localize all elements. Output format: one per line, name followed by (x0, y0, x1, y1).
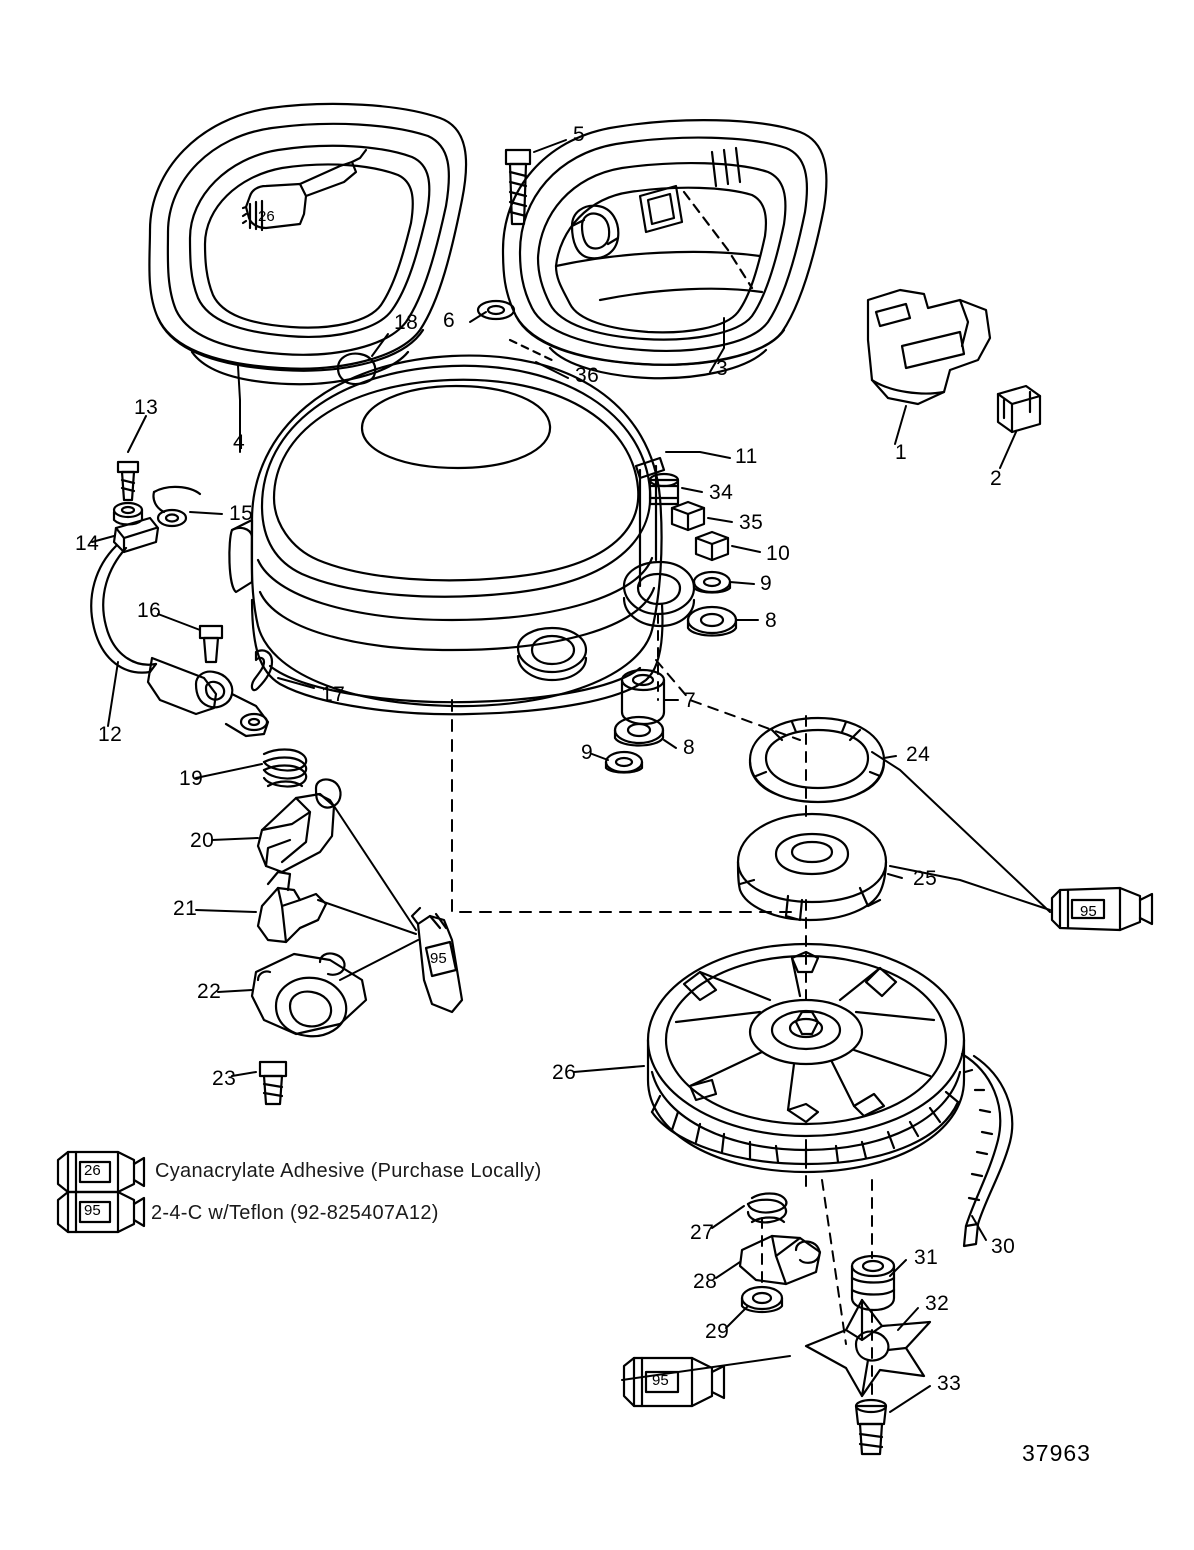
part-3-cowl (503, 120, 826, 378)
callout-7: 7 (684, 689, 697, 712)
part-2-insert (998, 386, 1040, 432)
callout-25: 25 (913, 867, 938, 890)
tube-95-bottom (624, 1358, 724, 1406)
callout-19: 19 (179, 767, 204, 790)
part-33-bolt (856, 1400, 886, 1454)
part-14-terminal (114, 503, 158, 552)
part-8-washer (688, 607, 736, 636)
part-7-spacer (622, 670, 664, 724)
legend-tube-95 (58, 1192, 144, 1232)
drawing-number: 37963 (1022, 1440, 1091, 1466)
part-21-pinion (258, 872, 326, 942)
part-20-lever (258, 779, 341, 872)
tube-label-95-right: 95 (1080, 903, 1097, 920)
callout-31: 31 (914, 1246, 939, 1269)
callout-1: 1 (895, 441, 908, 464)
part-8b-washer (615, 717, 663, 746)
callout-24: 24 (906, 743, 931, 766)
callout-9b: 9 (581, 741, 594, 764)
part-25-pulley-hub (738, 814, 886, 920)
legend-text-adhesive: Cyanacrylate Adhesive (Purchase Locally) (155, 1160, 542, 1182)
tube-95-right (1052, 888, 1152, 930)
part-16-screw (200, 626, 222, 662)
part-18-rewind-housing (229, 354, 697, 715)
callout-2: 2 (990, 467, 1003, 490)
callout-4: 4 (233, 431, 246, 454)
callout-32: 32 (925, 1292, 950, 1315)
part-14b-terminal-lower (148, 658, 268, 736)
callout-33: 33 (937, 1372, 962, 1395)
callout-27: 27 (690, 1221, 715, 1244)
part-10-nut (696, 532, 728, 560)
part-6-washer (478, 301, 514, 319)
part-23-bolt (260, 1062, 286, 1104)
part-27-spring (748, 1194, 786, 1223)
callout-35: 35 (739, 511, 764, 534)
callout-11: 11 (735, 445, 758, 468)
callout-21: 21 (173, 897, 198, 920)
part-24-retainer (750, 718, 884, 802)
part-30-rope (962, 1054, 1012, 1246)
callout-8: 8 (765, 609, 778, 632)
callout-5: 5 (573, 123, 586, 146)
tube-label-95-bottom: 95 (652, 1372, 669, 1389)
part-9b-washer (606, 752, 642, 773)
callout-22: 22 (197, 980, 222, 1003)
part-19-spring (264, 750, 306, 787)
callout-28: 28 (693, 1270, 718, 1293)
legend-text-lubricant: 2-4-C w/Teflon (92-825407A12) (151, 1202, 439, 1224)
callout-29: 29 (705, 1320, 730, 1343)
callout-6: 6 (443, 309, 456, 332)
callout-34: 34 (709, 481, 734, 504)
part-13-screw (118, 462, 138, 500)
callout-8b: 8 (683, 736, 696, 759)
part-15-clip (153, 487, 200, 526)
legend-tube-95-label: 95 (84, 1202, 101, 1219)
callout-23: 23 (212, 1067, 237, 1090)
part-17-spring-clip (252, 650, 272, 690)
callout-15: 15 (229, 502, 254, 525)
legend-tube-26-label: 26 (84, 1162, 101, 1179)
part-22-bracket (252, 953, 366, 1036)
part-35-nut (672, 502, 704, 530)
legend-tube-26 (58, 1152, 144, 1192)
callout-9: 9 (760, 572, 773, 595)
part-28-pawl (740, 1236, 820, 1284)
part-1-handle (868, 290, 990, 404)
callout-13: 13 (134, 396, 159, 419)
callout-17: 17 (321, 683, 346, 706)
part-29-washer (742, 1287, 782, 1312)
callout-18: 18 (394, 311, 419, 334)
part-34-bushing (650, 474, 678, 504)
callout-12: 12 (98, 723, 123, 746)
callout-14: 14 (75, 532, 100, 555)
callout-3: 3 (716, 357, 729, 380)
callout-10: 10 (766, 542, 791, 565)
callout-36: 36 (575, 364, 600, 387)
callout-16: 16 (137, 599, 162, 622)
tube-label-26-top: 26 (258, 208, 275, 225)
part-9-washer (694, 572, 730, 593)
callout-30: 30 (991, 1235, 1016, 1258)
callout-26: 26 (552, 1061, 577, 1084)
part-4-cover-outer (149, 104, 466, 384)
tube-label-95-center: 95 (430, 950, 447, 967)
part-31-spacer (852, 1256, 894, 1310)
callout-20: 20 (190, 829, 215, 852)
